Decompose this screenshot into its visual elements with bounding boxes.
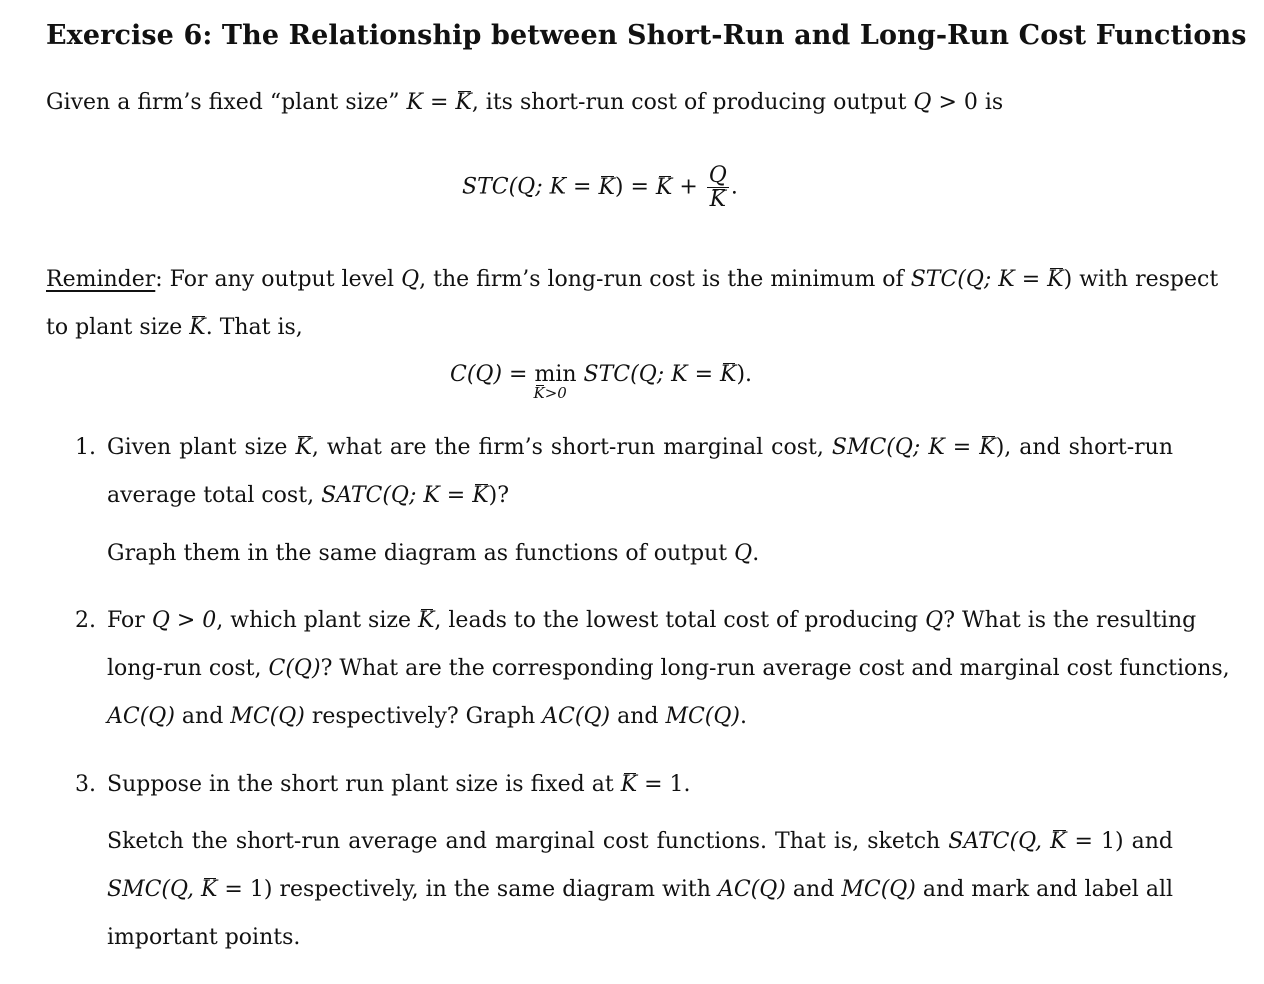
math-eq: = [422, 90, 456, 115]
equation-stc [462, 164, 738, 211]
page-title: Exercise 6: The Relationship between Short-Run and Long-Run Cost Functions [46, 20, 1247, 51]
intro-text-after: , its short-run cost of producing output [471, 90, 907, 115]
reminder-close: ) [1063, 267, 1073, 292]
item-3-l2-c: = 1) and [1066, 829, 1173, 854]
item-3-kbar-2: K [1050, 829, 1067, 854]
item-2-l1-c: , which plant size [216, 608, 411, 633]
eq1-den-kbar: K [709, 187, 727, 213]
item-3-l3-b: = 1) [217, 877, 273, 902]
eq2-min: min [534, 362, 577, 387]
math-q: Q [913, 90, 932, 115]
eq1-rhs-close: ) = [614, 174, 656, 200]
reminder-label: Reminder [46, 267, 156, 292]
item-2-line-3 [107, 704, 747, 729]
item-2-line-1 [107, 608, 1197, 633]
reminder-kbar: K [1047, 267, 1064, 292]
item-3-l3-g: and mark and label all [922, 877, 1174, 902]
intro-text-tail: is [984, 90, 1004, 115]
item-3-l3-c: respectively, in the same diagram with [279, 877, 711, 902]
eq1-lhs: STC(Q; K = [462, 174, 599, 200]
eq2-min-subscript [533, 384, 566, 402]
item-3-kbar: K [620, 772, 638, 797]
eq2-close: ). [736, 362, 753, 387]
item-2-l3-b: and [174, 704, 231, 729]
item-2-acq: AC(Q) [107, 704, 175, 729]
item-3-line-2 [107, 829, 1173, 854]
eq2-sub-kbar: K [533, 384, 545, 402]
item-3-kbar-3: K [200, 877, 218, 902]
item-2-q-gt-0: Q > 0 [151, 608, 217, 633]
eq1-numerator: Q [708, 163, 727, 188]
item-2-cq: C(Q) [268, 656, 321, 681]
item-3-l1-b: = 1. [637, 772, 691, 797]
item-3-l1-a: Suppose in the short run plant size is fixed at [107, 772, 614, 797]
item-1-l1-a: Given plant size [107, 435, 288, 460]
math-kbar: K [455, 90, 472, 115]
item-1-satc: SATC(Q; K = [321, 483, 473, 508]
eq1-period: . [730, 174, 738, 200]
reminder-line2-b: . That is, [205, 315, 303, 340]
item-2-q: Q [925, 608, 944, 633]
intro-line [46, 90, 1004, 115]
item-1-kbar: K [295, 435, 312, 460]
item-3-number: 3. [75, 772, 96, 797]
item-2-l3-d: respectively? Graph [304, 704, 543, 729]
item-2-l3-h: . [740, 704, 747, 729]
item-3-satc: SATC(Q, [948, 829, 1051, 854]
item-1-smc: SMC(Q; K [831, 435, 945, 460]
eq2-min-operator [533, 362, 577, 402]
reminder-line2-a: to plant size [46, 315, 183, 340]
item-1-l2-a: average total cost, [107, 483, 315, 508]
eq2-lhs: C(Q) = [450, 362, 535, 387]
item-3-smc: SMC(Q, [107, 877, 201, 902]
item-1-l1-e: ), and short-run [995, 435, 1173, 460]
math-k: K [406, 90, 423, 115]
item-1-eq: = [952, 435, 972, 460]
reminder-text-3: with respect [1079, 267, 1219, 292]
equation-long-run [450, 362, 753, 402]
eq1-denominator [707, 187, 729, 211]
item-3-acq: AC(Q) [717, 877, 786, 902]
item-1-number: 1. [75, 435, 96, 460]
item-2-line-2 [107, 656, 1230, 681]
item-1-line-1 [107, 435, 1173, 460]
eq1-fraction [707, 164, 729, 211]
item-3-line-4: important points. [107, 925, 301, 950]
reminder-line-2 [46, 315, 303, 340]
item-2-l2-c: ? What are the corresponding long-run average cost and marginal cost functions, [320, 656, 1230, 681]
intro-text-before: Given a firm’s fixed “plant size” [46, 90, 400, 115]
item-3-line-3 [107, 877, 1173, 902]
item-2-mcq: MC(Q) [230, 704, 305, 729]
item-3-mcq: MC(Q) [841, 877, 916, 902]
item-1-l1-b: , what are the firm’s short-run marginal cost, [311, 435, 824, 460]
item-1-kbar-3: K [472, 483, 489, 508]
reminder-text-2: , the firm’s long-run cost is the minimum of [419, 267, 904, 292]
reminder-stc: STC(Q; K = [910, 267, 1048, 292]
item-3-l3-e: and [792, 877, 835, 902]
item-2-l1-d: , leads to the lowest total cost of producing [434, 608, 919, 633]
item-2-l2-a: long-run cost, [107, 656, 262, 681]
item-1-q: Q [734, 541, 753, 566]
item-2-mcq-2: MC(Q) [665, 704, 740, 729]
reminder-line-1 [46, 267, 1219, 292]
eq1-kbar: K [598, 174, 615, 200]
item-2-l1-f: ? What is the resulting [943, 608, 1197, 633]
reminder-line2-kbar: K [189, 315, 206, 340]
item-1-kbar-2: K [979, 435, 996, 460]
eq2-kbar: K [720, 362, 737, 387]
item-1-l2-c: )? [488, 483, 510, 508]
item-2-acq-2: AC(Q) [542, 704, 611, 729]
item-2-l1-a: For [107, 608, 145, 633]
item-2-l3-f: and [610, 704, 666, 729]
item-2-number: 2. [75, 608, 96, 633]
eq1-plus: + [672, 174, 698, 200]
math-gt0: > 0 [931, 90, 985, 115]
reminder-q: Q [401, 267, 420, 292]
item-1-l3-a: Graph them in the same diagram as functions of output [107, 541, 728, 566]
item-1-line-3 [107, 541, 759, 566]
eq1-kbar-2: K [655, 174, 673, 200]
eq2-rhs: STC(Q; K = [576, 362, 720, 387]
item-1-line-2 [107, 483, 509, 508]
eq2-sub-gt: >0 [544, 384, 567, 402]
item-3-l2-a: Sketch the short-run average and marginal cost functions. That is, sketch [107, 829, 941, 854]
reminder-text-1: : For any output level [155, 267, 395, 292]
item-2-kbar: K [417, 608, 435, 633]
item-1-l3-c: . [752, 541, 760, 566]
item-3-line-1 [107, 772, 691, 797]
